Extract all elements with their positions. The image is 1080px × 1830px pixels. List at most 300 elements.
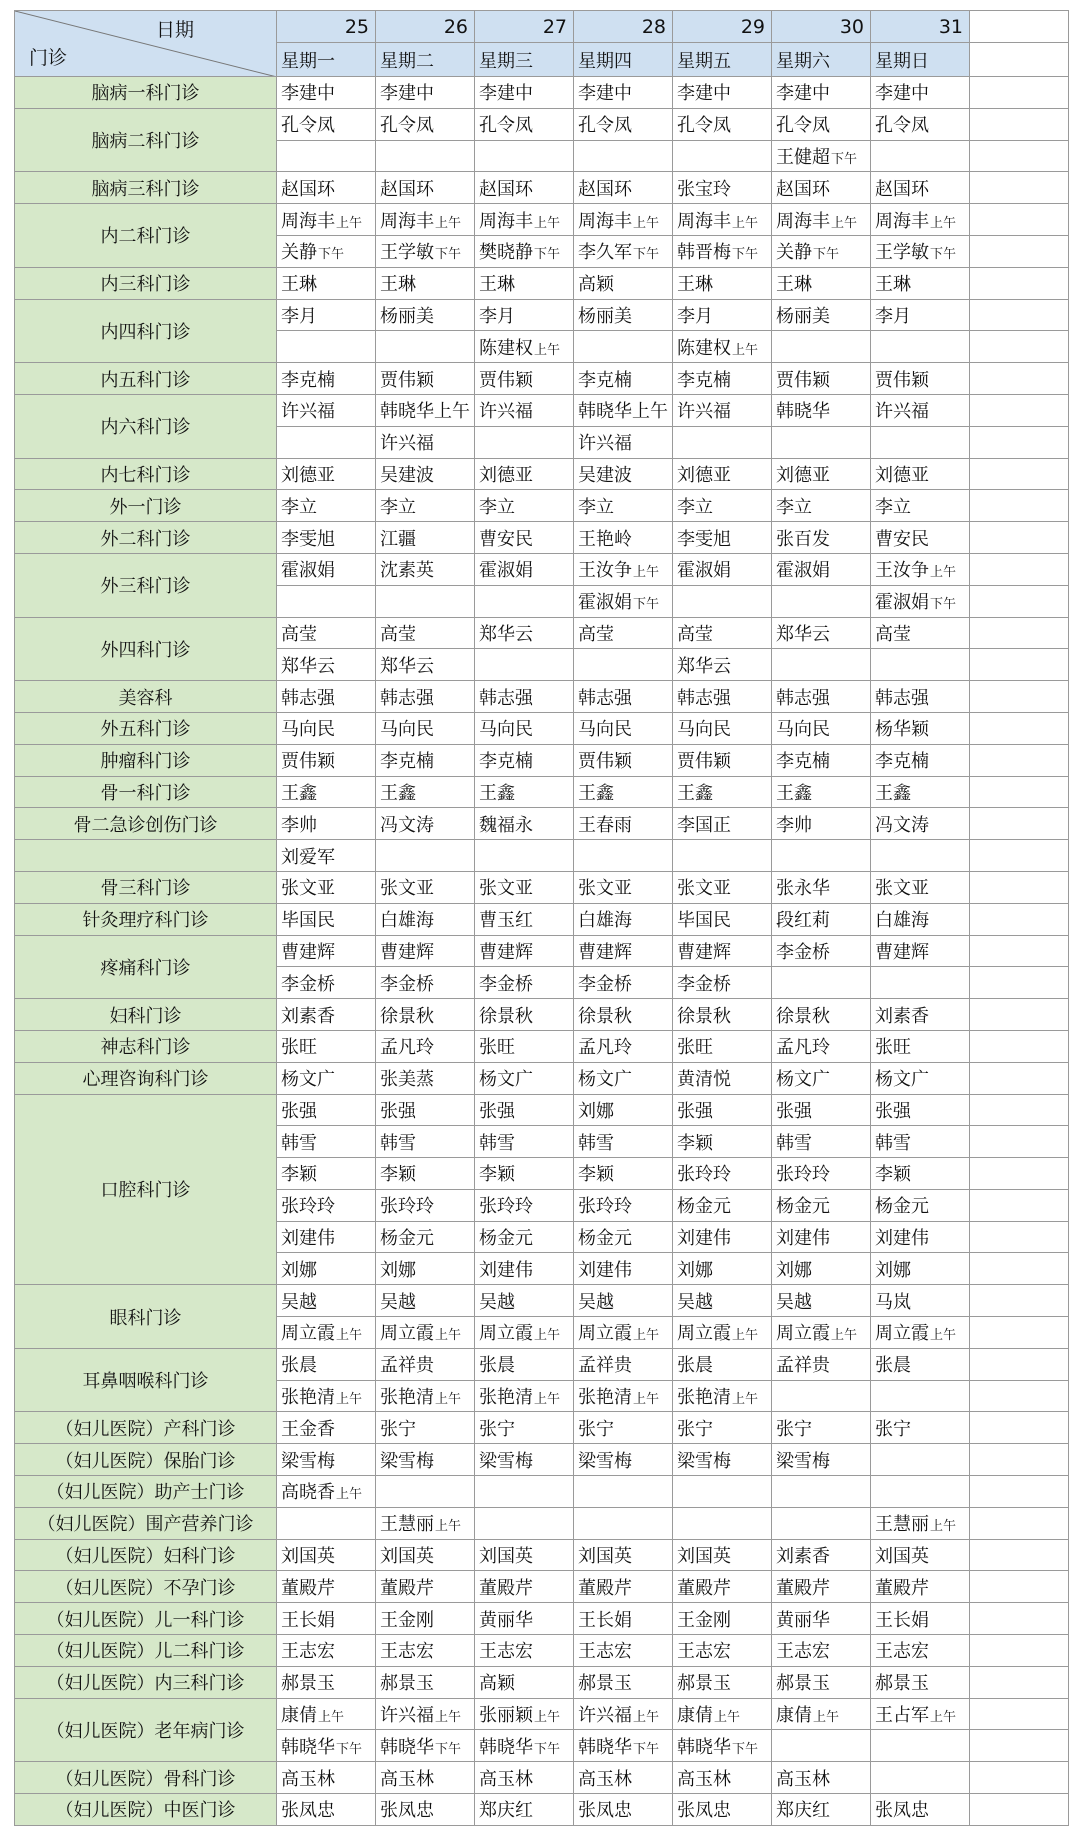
- doctor-cell: 吴越: [475, 1285, 574, 1317]
- blank-cell: [970, 1380, 1069, 1412]
- doctor-cell: 韩志强: [475, 681, 574, 713]
- schedule-row: [15, 77, 1069, 109]
- clinic-header-label: 门诊: [29, 47, 68, 69]
- schedule-table: [14, 10, 1069, 1826]
- department-name: 外一门诊: [15, 490, 277, 522]
- department-name: 肿瘤科门诊: [15, 744, 277, 776]
- doctor-cell: 刘德亚: [871, 458, 970, 490]
- doctor-cell: [673, 426, 772, 458]
- doctor-cell: 郝景玉: [673, 1666, 772, 1698]
- doctor-cell: 曹建辉: [673, 935, 772, 967]
- session-label: 上午: [336, 1392, 363, 1408]
- weekday-cell: 星期五: [673, 43, 772, 77]
- doctor-cell: 张文亚: [574, 871, 673, 903]
- session-label: 上午: [930, 1519, 957, 1535]
- date-cell: 27: [475, 11, 574, 43]
- doctor-cell: 刘德亚: [673, 458, 772, 490]
- blank-cell: [970, 967, 1069, 999]
- doctor-cell: 吴越: [277, 1285, 376, 1317]
- doctor-cell: [475, 140, 574, 172]
- doctor-cell: 曹建辉: [277, 935, 376, 967]
- blank-cell: [970, 172, 1069, 204]
- session-label: 上午: [435, 1392, 462, 1408]
- doctor-cell: [574, 1380, 673, 1412]
- doctor-cell: [673, 1698, 772, 1730]
- doctor-cell: [376, 1476, 475, 1508]
- header-corner: [15, 11, 277, 77]
- doctor-name: 李久军: [578, 242, 632, 264]
- doctor-cell: [871, 1476, 970, 1508]
- doctor-name: 张艳清: [578, 1387, 632, 1409]
- doctor-cell: 刘娜: [673, 1253, 772, 1285]
- doctor-cell: 王鑫: [673, 776, 772, 808]
- doctor-cell: [673, 1476, 772, 1508]
- doctor-cell: [376, 331, 475, 363]
- doctor-cell: 贾伟颖: [277, 744, 376, 776]
- doctor-cell: 张强: [475, 1094, 574, 1126]
- blank-cell: [970, 1221, 1069, 1253]
- doctor-cell: 刘娜: [277, 1253, 376, 1285]
- department-name: 外四科门诊: [15, 617, 277, 681]
- doctor-cell: [475, 1317, 574, 1349]
- blank-cell: [970, 871, 1069, 903]
- doctor-cell: 王志宏: [772, 1635, 871, 1667]
- doctor-cell: [871, 967, 970, 999]
- doctor-cell: 张宁: [871, 1412, 970, 1444]
- doctor-cell: 李颖: [475, 1158, 574, 1190]
- department-name: 妇科门诊: [15, 999, 277, 1031]
- doctor-cell: 梁雪梅: [772, 1444, 871, 1476]
- weekday-cell: 星期三: [475, 43, 574, 77]
- doctor-cell: [673, 1317, 772, 1349]
- doctor-cell: [574, 204, 673, 236]
- blank-cell: [970, 1062, 1069, 1094]
- weekday-cell: 星期六: [772, 43, 871, 77]
- blank-cell: [970, 1285, 1069, 1317]
- doctor-cell: 王志宏: [574, 1635, 673, 1667]
- doctor-cell: 刘建伟: [475, 1253, 574, 1285]
- department-name: 疼痛科门诊: [15, 935, 277, 999]
- session-label: 上午: [930, 1710, 957, 1726]
- department-name: （妇儿医院）保胎门诊: [15, 1444, 277, 1476]
- doctor-cell: 韩志强: [376, 681, 475, 713]
- doctor-cell: 刘国英: [871, 1539, 970, 1571]
- schedule-row: [15, 108, 1069, 140]
- doctor-cell: 曹建辉: [376, 935, 475, 967]
- blank-cell: [970, 490, 1069, 522]
- department-name: （妇儿医院）妇科门诊: [15, 1539, 277, 1571]
- department-name: （妇儿医院）助产士门诊: [15, 1476, 277, 1508]
- doctor-name: 关静: [281, 242, 317, 264]
- schedule-row: [15, 681, 1069, 713]
- schedule-row: [15, 1603, 1069, 1635]
- doctor-cell: 孔令凤: [772, 108, 871, 140]
- blank-cell: [970, 1571, 1069, 1603]
- blank-cell: [970, 1253, 1069, 1285]
- blank-cell: [970, 1539, 1069, 1571]
- schedule-row: [15, 1539, 1069, 1571]
- doctor-name: 周立霞: [479, 1323, 533, 1345]
- doctor-name: 关静: [776, 242, 812, 264]
- doctor-cell: 李建中: [673, 77, 772, 109]
- doctor-cell: [574, 840, 673, 872]
- doctor-cell: 毕国民: [277, 903, 376, 935]
- department-name: 外三科门诊: [15, 553, 277, 617]
- doctor-cell: 张玲玲: [475, 1189, 574, 1221]
- doctor-cell: 张文亚: [277, 871, 376, 903]
- doctor-cell: 刘素香: [871, 999, 970, 1031]
- department-name: 外五科门诊: [15, 712, 277, 744]
- doctor-cell: [277, 140, 376, 172]
- doctor-cell: 杨金元: [475, 1221, 574, 1253]
- doctor-cell: 梁雪梅: [475, 1444, 574, 1476]
- doctor-cell: 韩志强: [277, 681, 376, 713]
- doctor-cell: 刘娜: [871, 1253, 970, 1285]
- doctor-cell: 高莹: [277, 617, 376, 649]
- doctor-cell: 曹玉红: [475, 903, 574, 935]
- doctor-name: 王慧丽: [380, 1514, 434, 1536]
- doctor-cell: 孔令凤: [277, 108, 376, 140]
- doctor-cell: 李雯旭: [673, 522, 772, 554]
- doctor-cell: 郑庆红: [475, 1794, 574, 1826]
- doctor-cell: 张玲玲: [673, 1158, 772, 1190]
- doctor-cell: 张晨: [277, 1348, 376, 1380]
- doctor-cell: 王长娟: [574, 1603, 673, 1635]
- doctor-cell: 李立: [673, 490, 772, 522]
- department-name: （妇儿医院）儿二科门诊: [15, 1635, 277, 1667]
- doctor-cell: 张文亚: [376, 871, 475, 903]
- doctor-cell: [673, 235, 772, 267]
- department-name: 口腔科门诊: [15, 1094, 277, 1285]
- doctor-name: 王占军: [875, 1705, 929, 1727]
- doctor-cell: [574, 1476, 673, 1508]
- session-label: 下午: [930, 597, 957, 613]
- doctor-cell: 吴越: [772, 1285, 871, 1317]
- blank-cell: [970, 776, 1069, 808]
- doctor-cell: 马向民: [574, 712, 673, 744]
- doctor-cell: [673, 1730, 772, 1762]
- doctor-name: 张艳清: [281, 1387, 335, 1409]
- doctor-cell: [871, 204, 970, 236]
- doctor-cell: 张宁: [475, 1412, 574, 1444]
- doctor-cell: 张美蒸: [376, 1062, 475, 1094]
- doctor-cell: 刘建伟: [871, 1221, 970, 1253]
- doctor-cell: [376, 1698, 475, 1730]
- doctor-cell: 许兴福: [277, 394, 376, 426]
- doctor-cell: 白雄海: [871, 903, 970, 935]
- doctor-cell: 李雯旭: [277, 522, 376, 554]
- doctor-name: 康倩: [281, 1705, 317, 1727]
- doctor-cell: 杨丽美: [376, 299, 475, 331]
- schedule-row: [15, 363, 1069, 395]
- doctor-cell: [871, 1698, 970, 1730]
- schedule-row: [15, 1030, 1069, 1062]
- session-label: 下午: [318, 247, 345, 263]
- department-name: （妇儿医院）内三科门诊: [15, 1666, 277, 1698]
- session-label: 上午: [435, 215, 462, 231]
- doctor-name: 陈建权: [479, 337, 533, 359]
- doctor-cell: [574, 235, 673, 267]
- doctor-cell: 郝景玉: [277, 1666, 376, 1698]
- doctor-cell: 韩雪: [376, 1126, 475, 1158]
- doctor-cell: 高玉林: [475, 1762, 574, 1794]
- doctor-name: 樊晓静: [479, 242, 533, 264]
- doctor-cell: 霍淑娟: [673, 553, 772, 585]
- doctor-cell: 郝景玉: [871, 1666, 970, 1698]
- doctor-cell: 李立: [574, 490, 673, 522]
- doctor-cell: [376, 140, 475, 172]
- doctor-cell: [376, 204, 475, 236]
- doctor-cell: 徐景秋: [772, 999, 871, 1031]
- department-name: （妇儿医院）中医门诊: [15, 1794, 277, 1826]
- doctor-cell: 马向民: [376, 712, 475, 744]
- doctor-cell: 魏福永: [475, 808, 574, 840]
- doctor-cell: 徐景秋: [376, 999, 475, 1031]
- blank-cell: [970, 1317, 1069, 1349]
- doctor-cell: 许兴福: [574, 426, 673, 458]
- doctor-cell: [475, 331, 574, 363]
- doctor-cell: 刘娜: [376, 1253, 475, 1285]
- session-label: 上午: [318, 1710, 345, 1726]
- doctor-cell: [277, 1476, 376, 1508]
- doctor-cell: [772, 204, 871, 236]
- doctor-cell: [871, 426, 970, 458]
- doctor-cell: 李金桥: [574, 967, 673, 999]
- department-name: 骨一科门诊: [15, 776, 277, 808]
- doctor-cell: 李金桥: [277, 967, 376, 999]
- session-label: 上午: [732, 215, 759, 231]
- schedule-row: [15, 1444, 1069, 1476]
- doctor-name: 周海丰: [875, 210, 929, 232]
- doctor-cell: 李克楠: [277, 363, 376, 395]
- doctor-cell: [277, 1380, 376, 1412]
- doctor-cell: 王鑫: [871, 776, 970, 808]
- doctor-cell: 郝景玉: [376, 1666, 475, 1698]
- blank-cell: [970, 1158, 1069, 1190]
- blank-cell: [970, 617, 1069, 649]
- doctor-cell: [673, 204, 772, 236]
- doctor-cell: [871, 1762, 970, 1794]
- doctor-name: 许兴福: [380, 1705, 434, 1727]
- doctor-cell: 杨文广: [277, 1062, 376, 1094]
- blank-cell: [970, 1698, 1069, 1730]
- doctor-cell: 王琳: [871, 267, 970, 299]
- blank-cell: [970, 1126, 1069, 1158]
- doctor-cell: 张凤忠: [376, 1794, 475, 1826]
- session-label: 上午: [435, 1328, 462, 1344]
- schedule-row: [15, 903, 1069, 935]
- weekday-cell: 星期四: [574, 43, 673, 77]
- doctor-name: 许兴福: [578, 1705, 632, 1727]
- doctor-cell: 吴越: [673, 1285, 772, 1317]
- blank-cell: [970, 11, 1069, 43]
- doctor-name: 周立霞: [281, 1323, 335, 1345]
- doctor-cell: 张旺: [871, 1030, 970, 1062]
- doctor-cell: [871, 649, 970, 681]
- doctor-cell: 许兴福: [871, 394, 970, 426]
- doctor-cell: 杨金元: [772, 1189, 871, 1221]
- blank-cell: [970, 1412, 1069, 1444]
- doctor-cell: [871, 1444, 970, 1476]
- blank-cell: [970, 1507, 1069, 1539]
- blank-cell: [970, 77, 1069, 109]
- session-label: 下午: [534, 247, 561, 263]
- doctor-cell: [277, 1730, 376, 1762]
- doctor-cell: [475, 649, 574, 681]
- session-label: 上午: [633, 215, 660, 231]
- schedule-row: [15, 776, 1069, 808]
- doctor-cell: [475, 235, 574, 267]
- department-name: 脑病三科门诊: [15, 172, 277, 204]
- doctor-cell: 张玲玲: [772, 1158, 871, 1190]
- doctor-cell: 张强: [673, 1094, 772, 1126]
- session-label: 下午: [336, 1741, 363, 1757]
- doctor-name: 张艳清: [479, 1387, 533, 1409]
- schedule-row: [15, 617, 1069, 649]
- doctor-cell: [574, 140, 673, 172]
- doctor-name: 陈建权: [677, 337, 731, 359]
- doctor-cell: 刘建伟: [772, 1221, 871, 1253]
- doctor-cell: 韩晓华上午: [574, 394, 673, 426]
- doctor-cell: 王鑫: [277, 776, 376, 808]
- doctor-cell: [772, 649, 871, 681]
- department-name: 内二科门诊: [15, 204, 277, 268]
- doctor-cell: 高莹: [574, 617, 673, 649]
- doctor-cell: 曹建辉: [871, 935, 970, 967]
- department-name: 外二科门诊: [15, 522, 277, 554]
- doctor-cell: 李克楠: [871, 744, 970, 776]
- blank-cell: [970, 1094, 1069, 1126]
- schedule-row: [15, 999, 1069, 1031]
- doctor-cell: [871, 840, 970, 872]
- doctor-cell: 王志宏: [871, 1635, 970, 1667]
- session-label: 上午: [930, 1328, 957, 1344]
- department-name: 骨三科门诊: [15, 871, 277, 903]
- doctor-cell: [772, 967, 871, 999]
- doctor-name: 周立霞: [677, 1323, 731, 1345]
- doctor-cell: [772, 1730, 871, 1762]
- session-label: 下午: [435, 1741, 462, 1757]
- doctor-cell: 韩雪: [772, 1126, 871, 1158]
- doctor-cell: [871, 585, 970, 617]
- session-label: 下午: [732, 1741, 759, 1757]
- doctor-cell: 王志宏: [673, 1635, 772, 1667]
- doctor-cell: 曹安民: [475, 522, 574, 554]
- doctor-cell: 孟祥贵: [772, 1348, 871, 1380]
- doctor-cell: 杨丽美: [772, 299, 871, 331]
- doctor-cell: [772, 1476, 871, 1508]
- blank-cell: [970, 1794, 1069, 1826]
- doctor-cell: 冯文涛: [871, 808, 970, 840]
- blank-cell: [970, 649, 1069, 681]
- schedule-row: [15, 490, 1069, 522]
- doctor-cell: [673, 585, 772, 617]
- doctor-cell: 马岚: [871, 1285, 970, 1317]
- doctor-cell: [574, 585, 673, 617]
- date-cell: 28: [574, 11, 673, 43]
- blank-cell: [970, 43, 1069, 77]
- doctor-cell: 郑庆红: [772, 1794, 871, 1826]
- doctor-name: 康倩: [776, 1705, 812, 1727]
- doctor-name: 韩晓华: [578, 1736, 632, 1758]
- doctor-name: 张艳清: [677, 1387, 731, 1409]
- doctor-cell: 董殿芹: [871, 1571, 970, 1603]
- doctor-cell: 李颖: [574, 1158, 673, 1190]
- doctor-cell: [871, 553, 970, 585]
- schedule-row: [15, 299, 1069, 331]
- doctor-cell: 白雄海: [574, 903, 673, 935]
- doctor-name: 韩晓华: [677, 1736, 731, 1758]
- doctor-cell: 高玉林: [772, 1762, 871, 1794]
- doctor-cell: 韩晓华上午: [376, 394, 475, 426]
- doctor-cell: 黄丽华: [772, 1603, 871, 1635]
- doctor-cell: 孟祥贵: [376, 1348, 475, 1380]
- doctor-cell: 刘素香: [772, 1539, 871, 1571]
- department-name: 内五科门诊: [15, 363, 277, 395]
- doctor-cell: 李建中: [376, 77, 475, 109]
- department-name: 内四科门诊: [15, 299, 277, 363]
- doctor-cell: 王金香: [277, 1412, 376, 1444]
- doctor-cell: [475, 1698, 574, 1730]
- session-label: 下午: [534, 1741, 561, 1757]
- department-name: 心理咨询科门诊: [15, 1062, 277, 1094]
- doctor-cell: 徐景秋: [475, 999, 574, 1031]
- doctor-cell: 王金刚: [376, 1603, 475, 1635]
- department-name: （妇儿医院）围产营养门诊: [15, 1507, 277, 1539]
- doctor-cell: [277, 1507, 376, 1539]
- doctor-cell: [574, 1507, 673, 1539]
- blank-cell: [970, 1603, 1069, 1635]
- doctor-cell: 李克楠: [673, 363, 772, 395]
- doctor-cell: 梁雪梅: [673, 1444, 772, 1476]
- department-name: 美容科: [15, 681, 277, 713]
- session-label: 上午: [534, 1328, 561, 1344]
- doctor-cell: 张强: [871, 1094, 970, 1126]
- doctor-cell: 董殿芹: [277, 1571, 376, 1603]
- doctor-cell: 张玲玲: [376, 1189, 475, 1221]
- doctor-name: 周海丰: [281, 210, 335, 232]
- doctor-cell: [277, 426, 376, 458]
- weekday-cell: 星期二: [376, 43, 475, 77]
- doctor-cell: 孟祥贵: [574, 1348, 673, 1380]
- session-label: 上午: [831, 1328, 858, 1344]
- doctor-cell: [376, 585, 475, 617]
- doctor-cell: 张旺: [673, 1030, 772, 1062]
- schedule-row: [15, 458, 1069, 490]
- session-label: 下午: [813, 247, 840, 263]
- doctor-cell: 张凤忠: [673, 1794, 772, 1826]
- doctor-cell: 李建中: [475, 77, 574, 109]
- doctor-cell: 李金桥: [772, 935, 871, 967]
- session-label: 上午: [435, 1710, 462, 1726]
- doctor-cell: 杨文广: [871, 1062, 970, 1094]
- department-name: 骨二急诊创伤门诊: [15, 808, 277, 840]
- doctor-cell: 李颖: [673, 1126, 772, 1158]
- schedule-row: [15, 1062, 1069, 1094]
- session-label: 下午: [732, 247, 759, 263]
- department-name: （妇儿医院）老年病门诊: [15, 1698, 277, 1762]
- doctor-cell: 吴越: [376, 1285, 475, 1317]
- doctor-cell: 张宁: [772, 1412, 871, 1444]
- doctor-cell: 段红莉: [772, 903, 871, 935]
- doctor-cell: 曹建辉: [574, 935, 673, 967]
- doctor-cell: 李月: [277, 299, 376, 331]
- doctor-cell: 吴建波: [574, 458, 673, 490]
- doctor-cell: 张晨: [475, 1348, 574, 1380]
- doctor-cell: 李金桥: [475, 967, 574, 999]
- schedule-row: [15, 1507, 1069, 1539]
- doctor-name: 韩晓华: [479, 1736, 533, 1758]
